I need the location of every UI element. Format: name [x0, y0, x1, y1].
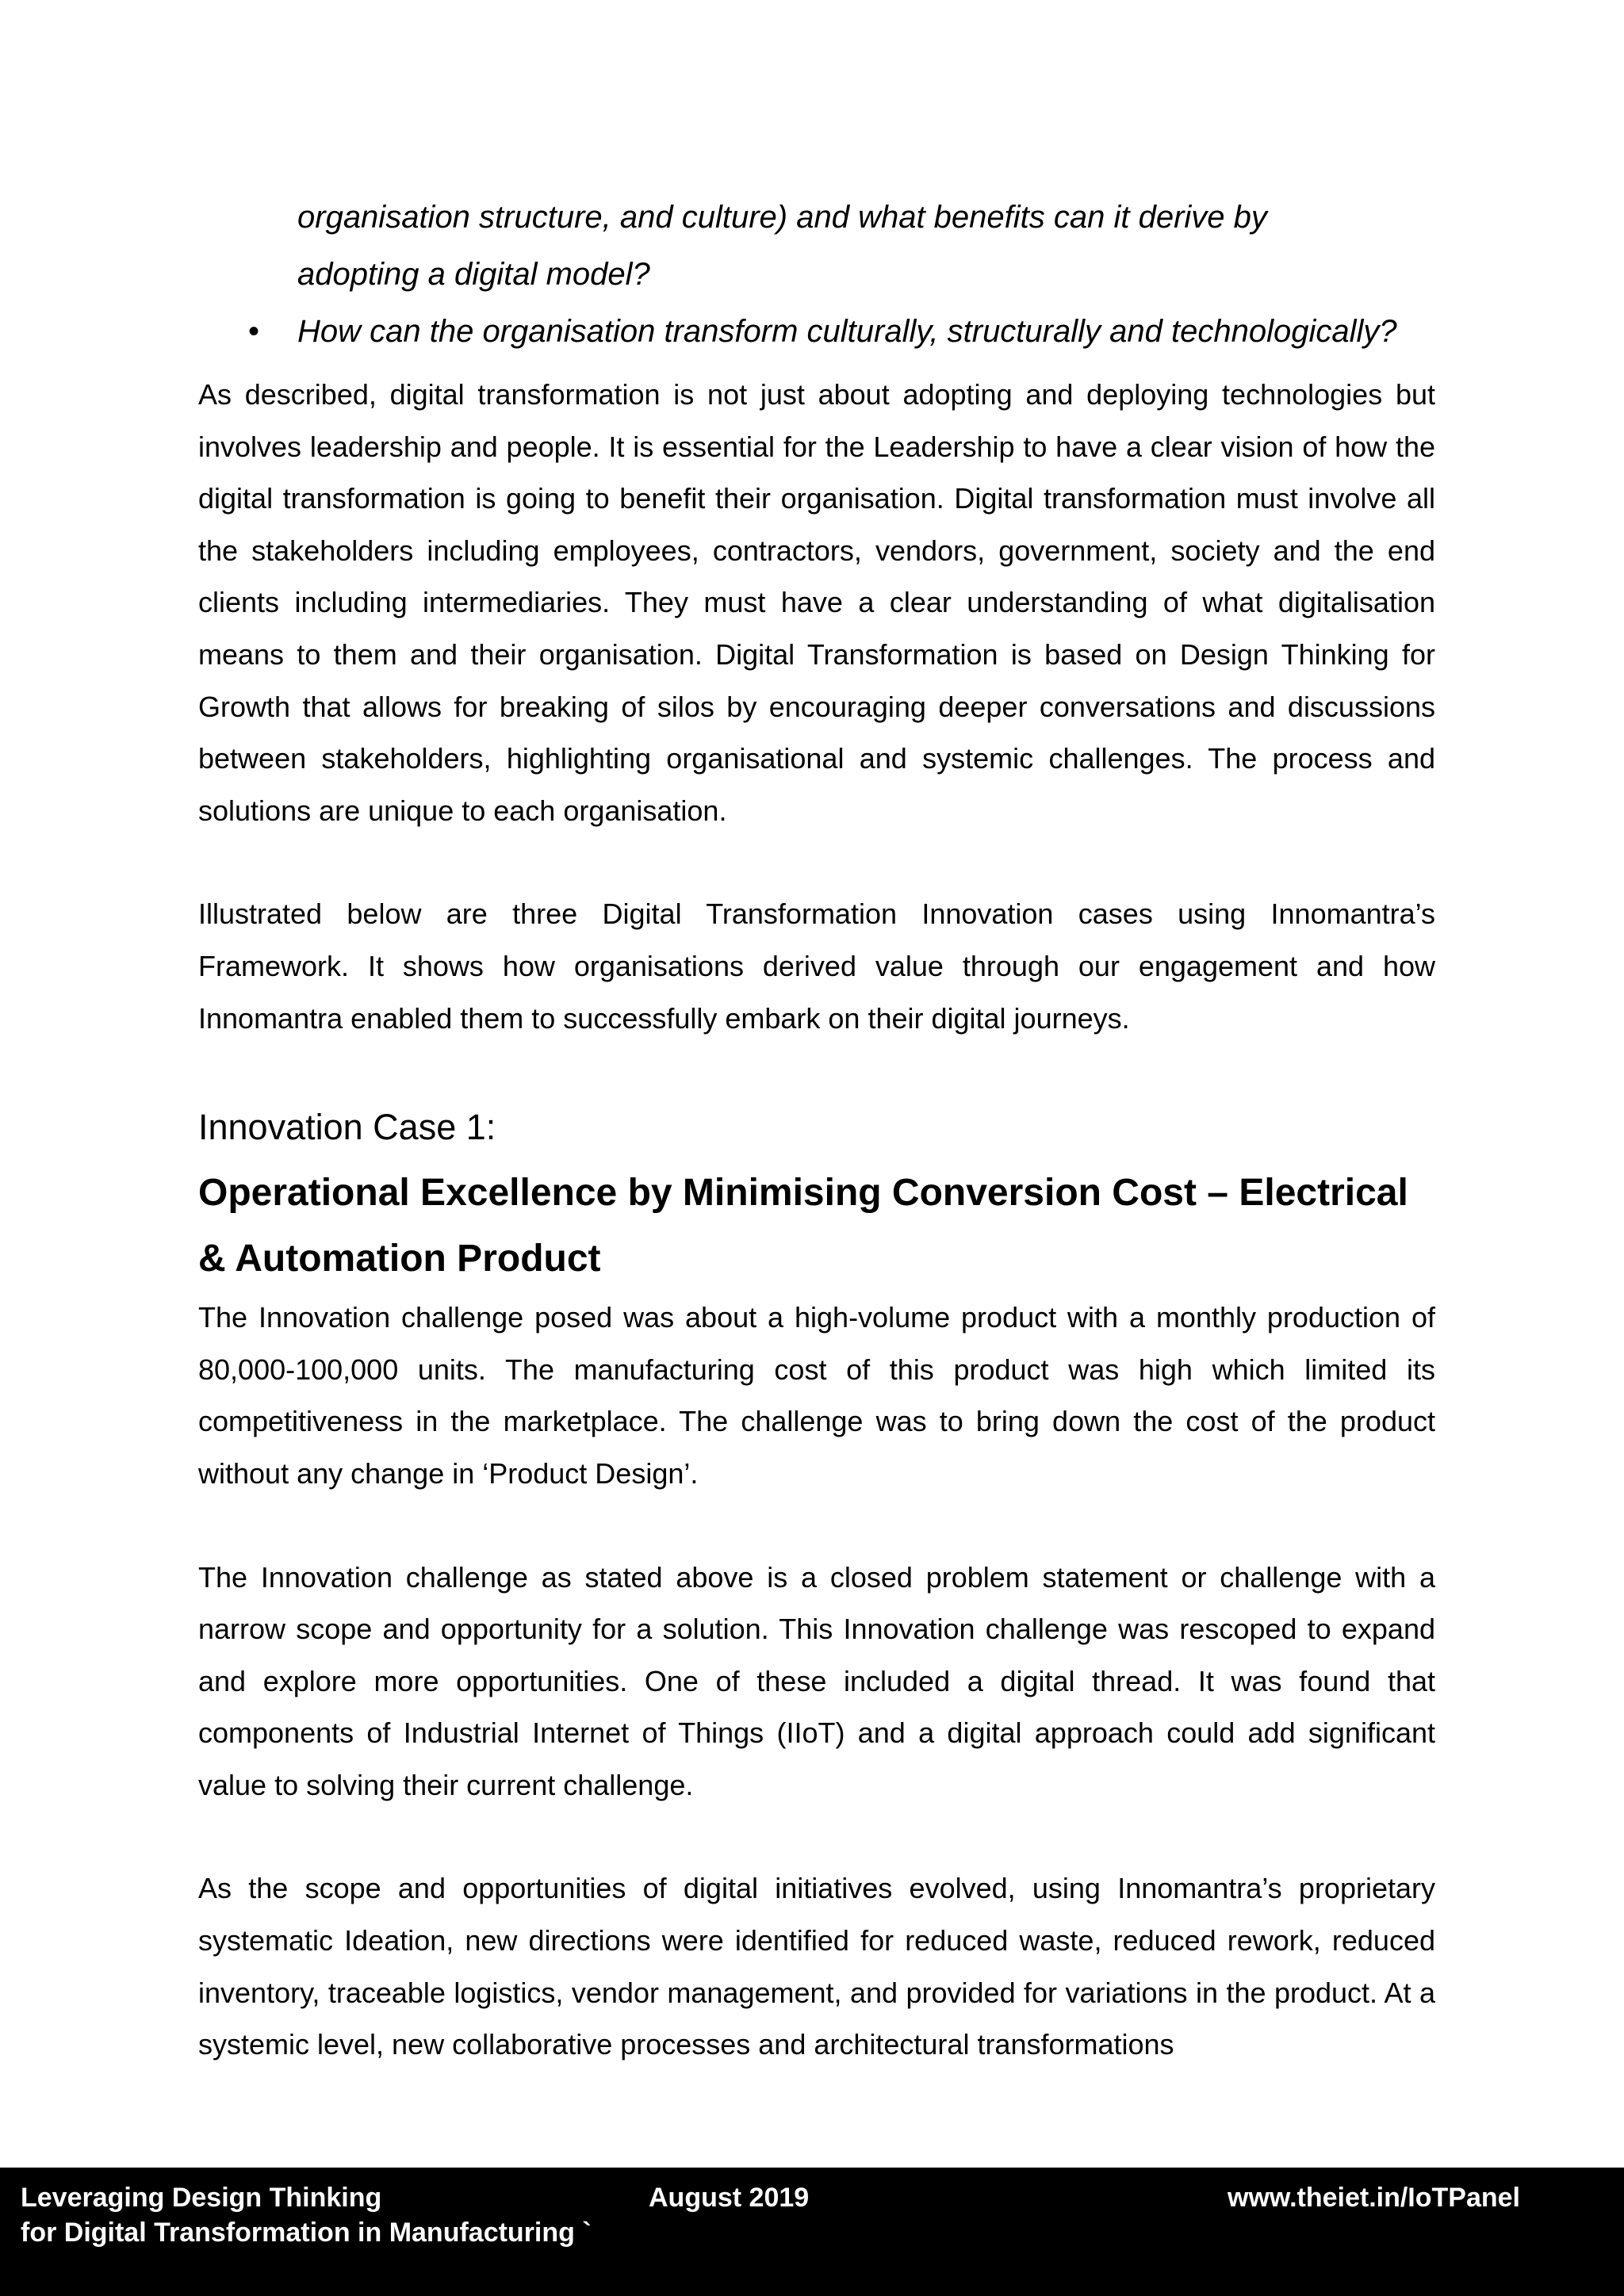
footer-date: August 2019: [649, 2183, 810, 2213]
paragraph: The Innovation challenge posed was about a high-volume product with a monthly production of 80,000-100,000 units. The manufacturing cost of this product was high which limited its competitiveness in the marketplace. The challenge was to bring down the cost of the product without any change in ‘Product Design’.: [198, 1301, 1435, 1490]
paragraph: As described, digital transformation is not just about adopting and deploying technologies but involves leadership and people. It is essential for the Leadership to have a clear vision of how the digital transformation is going to benefit their organisation. Digital transformation must involve all the stakeholders including employees, contractors, vendors, government, society and the end clients including intermediaries. They must have a clear understanding of what digitalisation means to them and their organisation. Digital Transformation is based on Design Thinking for Growth that allows for breaking of silos by encouraging deeper conversations and discussions between stakeholders, highlighting organisational and systemic challenges. The process and solutions are unique to each organisation.: [198, 378, 1435, 827]
footer-title-line-1: Leveraging Design Thinking: [21, 2183, 382, 2213]
case-label: Innovation Case 1:: [198, 1107, 496, 1148]
footer-title: [21, 2180, 592, 2250]
page-footer: [0, 2168, 1624, 2296]
footer-url: www.theiet.in/IoTPanel: [1228, 2183, 1521, 2213]
paragraph: As the scope and opportunities of digital initiatives evolved, using Innomantra’s proprietary systematic Ideation, new directions were identified for reduced waste, reduced rework, reduced inventory, traceable logistics, vendor management, and provided for variations in the product. At a systemic level, new collaborative processes and architectural transformations: [198, 1872, 1435, 2061]
footer-title-line-2: for Digital Transformation in Manufacturing `: [21, 2218, 592, 2248]
list-item-continuation: [297, 189, 1435, 303]
paragraph: Illustrated below are three Digital Transformation Innovation cases using Innomantra’s Framework. It shows how organisations derived value through our engagement and how Innomantra enabled them to successfully embark on their digital journeys.: [198, 897, 1435, 1035]
document-page: [198, 189, 1435, 2071]
list-item: [198, 303, 1435, 360]
bullet-icon: •: [248, 314, 260, 349]
list-item-text: How can the organisation transform culturally, structurally and technologically?: [297, 314, 1397, 349]
continuation-line-1: organisation structure, and culture) and what benefits can it derive by: [297, 200, 1267, 235]
continuation-line-2: adopting a digital model?: [297, 257, 650, 292]
paragraph: The Innovation challenge as stated above is a closed problem statement or challenge with a narrow scope and opportunity for a solution. This Innovation challenge was rescoped to expand and explore more opportunities. One of these included a digital thread. It was found that components of Industrial Internet of Things (IIoT) and a digital approach could add significant value to solving their current challenge.: [198, 1560, 1435, 1801]
question-list: [198, 303, 1435, 360]
case-title: Operational Excellence by Minimising Conversion Cost – Electrical & Automation Product: [198, 1172, 1408, 1280]
